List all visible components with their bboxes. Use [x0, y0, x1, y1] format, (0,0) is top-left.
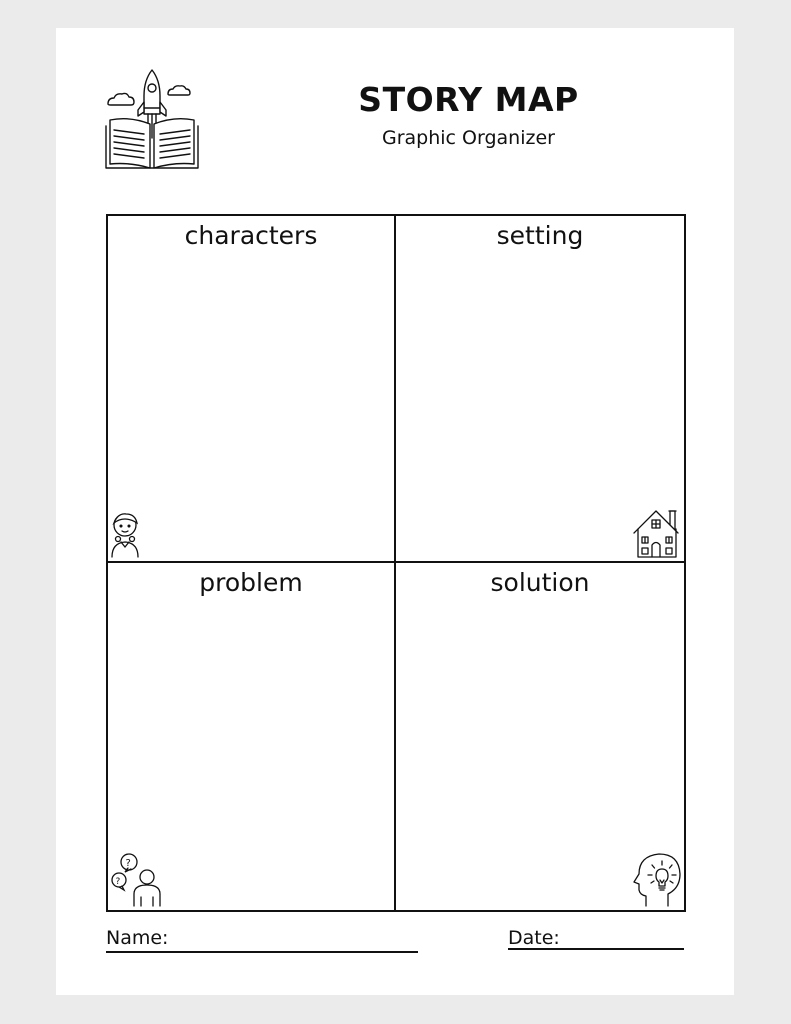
solution-label: solution — [490, 568, 590, 597]
problem-label: problem — [199, 568, 303, 597]
svg-text:?: ? — [125, 858, 131, 869]
setting-label: setting — [496, 221, 584, 250]
worksheet-page — [56, 28, 734, 995]
person-question-icon — [110, 852, 162, 908]
problem-box[interactable] — [108, 563, 396, 910]
name-label: Name: — [106, 927, 169, 949]
rocket-book-icon — [104, 68, 199, 173]
page-title: STORY MAP — [358, 80, 579, 119]
page-subtitle: Graphic Organizer — [382, 127, 555, 149]
house-icon — [632, 507, 682, 559]
setting-box[interactable] — [396, 216, 684, 563]
characters-box[interactable] — [108, 216, 396, 563]
name-input-line[interactable] — [106, 951, 418, 953]
story-map-grid — [106, 214, 686, 912]
solution-box[interactable] — [396, 563, 684, 910]
head-lightbulb-icon — [632, 850, 682, 908]
date-input-line[interactable] — [508, 948, 684, 950]
svg-text:?: ? — [115, 877, 121, 887]
characters-label: characters — [184, 221, 318, 250]
date-label: Date: — [508, 927, 560, 949]
child-icon — [110, 509, 144, 559]
